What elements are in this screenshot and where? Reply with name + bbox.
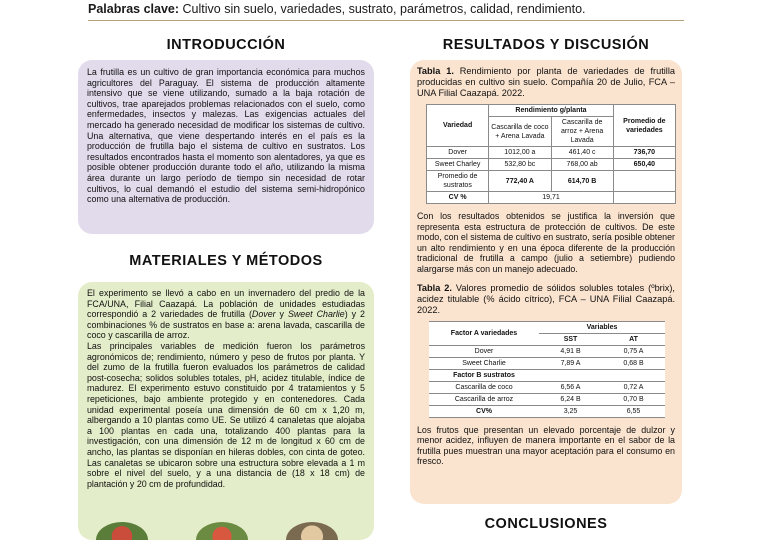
table2-cell: 4,91 B [539, 345, 602, 357]
table1-cell: 614,70 B [551, 171, 613, 192]
table1-cell [613, 171, 675, 192]
table2-h-factor-a: Factor A variedades [429, 321, 539, 345]
keywords-text: Cultivo sin suelo, variedades, sustrato, parámetros, calidad, rendimiento. [182, 2, 586, 16]
table1-h-promedio: Promedio de variedades [613, 105, 675, 147]
quality-table [429, 321, 665, 418]
table1-h-variedad: Variedad [427, 105, 489, 147]
methods-p1-a: El experimento se llevó a cabo en un invernadero del predio de la FCA/UNA, Filial Caazapá. La población de unidades estudiadas correspondió a 2 variedades de frutilla ( [87, 288, 365, 320]
table1-cell: 772,40 A [489, 171, 551, 192]
table1-cell: Dover [427, 147, 489, 159]
table-row [427, 147, 676, 159]
table2-caption [417, 283, 675, 316]
table1-cell: 532,80 bc [489, 159, 551, 171]
table2-cell: 6,56 A [539, 381, 602, 393]
table-row [429, 357, 665, 369]
table1-avg-label: Promedio de sustratos [427, 171, 489, 192]
table2-cell [539, 369, 602, 381]
table-row [427, 192, 676, 204]
table1-h-group: Rendimiento g/planta [489, 105, 614, 117]
strawberry-photo-2 [196, 522, 248, 540]
table-row [429, 393, 665, 405]
table1-caption-label: Tabla 1. [417, 66, 454, 76]
intro-body: La frutilla es un cultivo de gran importancia económica para muchos agricultores del Paraguay. El sistema de producción altamente intensivo que se viene utilizando, sumado a la baja rotación de cultivos, trae aparejados problemas relacionados con el suelo, como enfermedades, insectos y malezas. Las exigencias actuales del mercado ha generado necesidad de modificar los sistemas de cultivo. Una alternativa, que viene despertando interés en el país es la producción de frutilla bajo el sistema de cultivo en sustratos. Los resultados encontrados hasta el momento son alentadores, ya que es posible obtener producción durante todo el año, utilizando la misma área durante un largo período de tiempo sin necesidad de rotar cultivos, lo cual demandó el estudio del sistema semi-hidropónico como una alternativa de producción. [87, 67, 365, 205]
table1-cell: 768,00 ab [551, 159, 613, 171]
table2-cell: 0,70 B [602, 393, 665, 405]
table1-h-arroz: Cascarilla de arroz + Arena Lavada [551, 117, 613, 147]
intro-panel [78, 60, 374, 234]
keywords-divider [88, 20, 684, 21]
keywords-label: Palabras clave: [88, 2, 180, 16]
variety-sweet-charlie: Sweet Charlie [287, 309, 345, 320]
table2-cell: 6,55 [602, 405, 665, 417]
table2-cell: 0,75 A [602, 345, 665, 357]
table2-cell: 7,89 A [539, 357, 602, 369]
keywords-line [88, 2, 586, 16]
methods-p1-b: y [275, 309, 288, 320]
table2-cell: 3,25 [539, 405, 602, 417]
table-row [427, 159, 676, 171]
results-panel [410, 60, 682, 504]
table1-cell: 736,70 [613, 147, 675, 159]
table2-h-factor-b: Factor B sustratos [429, 369, 539, 381]
methods-heading: MATERIALES Y MÉTODOS [129, 253, 323, 269]
table1-cell: 1012,00 a [489, 147, 551, 159]
intro-heading: INTRODUCCIÓN [166, 37, 286, 53]
table-row [427, 171, 676, 192]
table1-caption-text: Rendimiento por planta de variedades de frutilla producidas en cultivo sin suelo. Compañía 20 de Julio, FCA – UNA Filial Caazapá. 2022. [417, 66, 676, 98]
table1-caption [417, 66, 675, 99]
table-row [429, 369, 665, 381]
table1-cv-value: 19,71 [489, 192, 614, 204]
table2-h-sst: SST [539, 333, 602, 345]
results-heading: RESULTADOS Y DISCUSIÓN [442, 37, 650, 53]
table-row [429, 345, 665, 357]
methods-paragraph-2: Las principales variables de medición fueron los parámetros agronómicos de; rendimiento, número y peso de frutos por planta. Y del zumo de la frutilla fueron evaluados los parámetros de calidad post-cosecha; solidos solubles totales, pH, acidez titulable, índice de madurez. El experimento estuvo constituido por 4 tratamientos y 5 repeticiones, bajo ambiente protegido y en contenedores. Cada unidad experimental poseía una dimensión de 60 cm x 1,20 m, albergando a 10 plantas como UE. Se utilizó 4 canaletas que alojaba a 100 plantas en cada una, totalizando 400 plantas para la investigación, con una dimensión de 12 m de longitud x 60 cm de ancho, las plantas se disponían en hileras dobles, con cinta de goteo. Las canaletas se ubicaron sobre una estructura sobre elevada a 1 m sobre el nivel del suelo, y a una distancia de (18 x 18 cm) de plantación y 20 cm de profundidad. [87, 340, 365, 489]
photo-strip [86, 522, 366, 540]
keywords-bar [0, 0, 760, 22]
table2-cell: 6,24 B [539, 393, 602, 405]
table1-cell [613, 192, 675, 204]
table-row [429, 381, 665, 393]
table1-cv-label: CV % [427, 192, 489, 204]
table2-caption-label: Tabla 2. [417, 282, 452, 293]
table2-cell [602, 369, 665, 381]
table2-cell: Cascarilla de arroz [429, 393, 539, 405]
table1-h-coco: Cascarilla de coco + Arena Lavada [489, 117, 551, 147]
table2-h-variables: Variables [539, 321, 665, 333]
table1-header-row-1 [427, 105, 676, 117]
table2-cv-label: CV% [429, 405, 539, 417]
yield-table [426, 104, 676, 204]
strawberry-photo-1 [96, 522, 148, 540]
table2-cell: 0,72 A [602, 381, 665, 393]
conclusions-heading: CONCLUSIONES [484, 516, 608, 532]
variety-dover: Dover [251, 309, 276, 320]
table2-h-at: AT [602, 333, 665, 345]
results-paragraph-1: Con los resultados obtenidos se justifica la inversión que representa esta estructura de protección de cultivos. De este modo, con el sistema de cultivo en sustrato, sería posible obtener un alto rendimiento y en una época diferente de la producción tradicional de frutilla a campo (julio a setiembre) pudiendo alargarse más con un manejo adecuado. [417, 211, 676, 274]
table1-cell: 650,40 [613, 159, 675, 171]
table2-cell: Dover [429, 345, 539, 357]
table2-caption-text: Valores promedio de sólidos solubles totales (ºbrix), acidez titulable (% ácido cítrico), FCA – UNA Filial Caazapá. 2022. [417, 282, 675, 315]
table2-cell: Sweet Charlie [429, 357, 539, 369]
table1-cell: Sweet Charley [427, 159, 489, 171]
table-row [429, 405, 665, 417]
table2-cell: 0,68 B [602, 357, 665, 369]
methods-p1-c: ) y 2 combinaciones % de sustratos en base a: arena lavada, cascarilla de coco y cascarilla de arroz. [87, 309, 365, 341]
strawberry-photo-3 [286, 522, 338, 540]
table2-header-row-1 [429, 321, 665, 333]
table1-cell: 461,40 c [551, 147, 613, 159]
table2-cell: Cascarilla de coco [429, 381, 539, 393]
methods-panel [78, 282, 374, 540]
results-paragraph-2: Los frutos que presentan un elevado porcentaje de dulzor y menor acidez, influyen de manera importante en el sabor de la frutilla pues muestran una mayor aceptación para el consumo en fresco. [417, 424, 675, 467]
methods-paragraph-1 [87, 288, 365, 341]
